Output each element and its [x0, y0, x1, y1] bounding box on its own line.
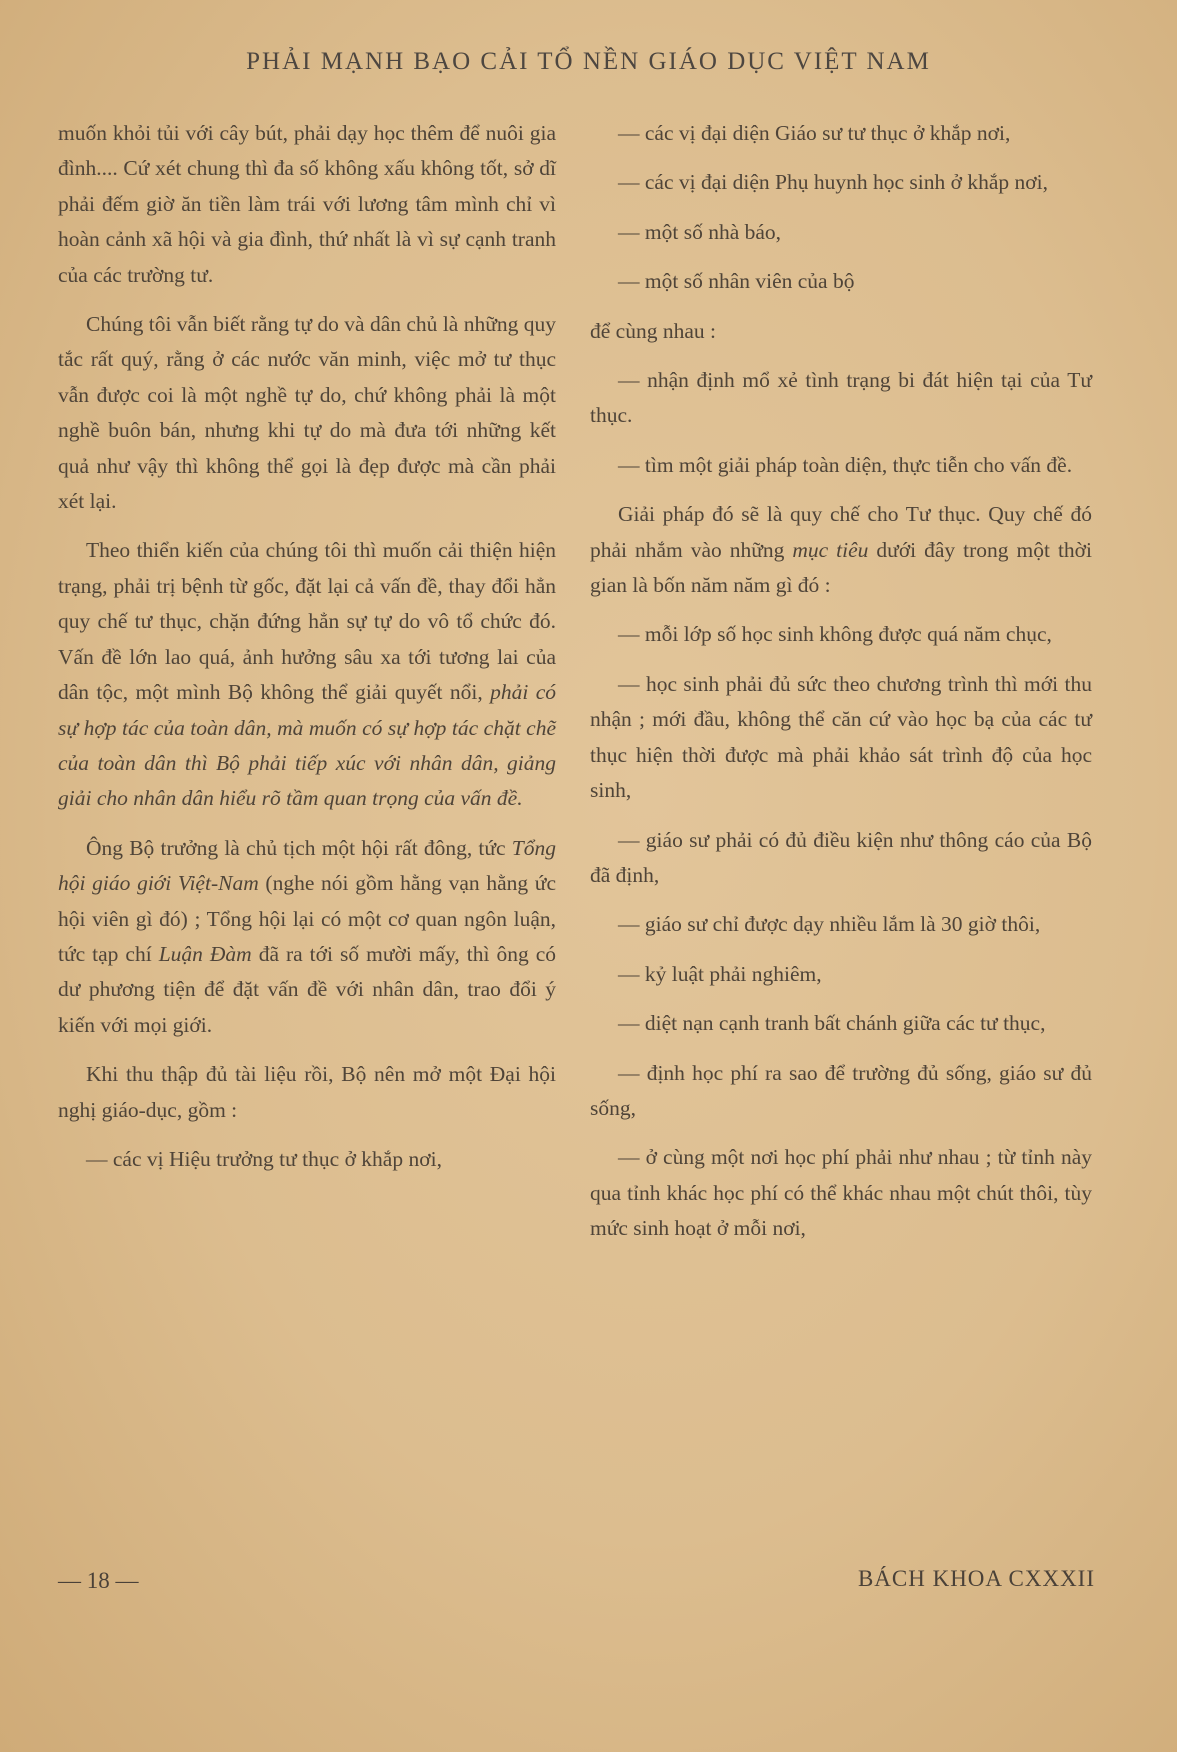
paragraph: Khi thu thập đủ tài liệu rồi, Bộ nên mở một Đại hội nghị giáo-dục, gồm : [58, 1062, 556, 1122]
italic-text: mục tiêu [792, 537, 869, 562]
page-number: — 18 — [58, 1568, 139, 1593]
list-item: — học sinh phải đủ sức theo chương trình thì mới thu nhận ; mới đầu, không thể căn cứ vào học bạ của các tư thục hiện thời được mà phải khảo sát trình độ của học sinh, [590, 671, 1092, 803]
text-run: Theo thiển kiến của chúng tôi thì muốn cải thiện hiện trạng, phải trị bệnh từ gốc, đặt lại cả vấn đề, thay đổi hẳn quy chế tư thục, chặn đứng hẳn sự tự do vô tổ chức đó. Vấn đề lớn lao quá, ảnh hưởng sâu xa tới tương lai của dân tộc, một mình Bộ không thể giải quyết nổi, [58, 538, 556, 705]
paragraph: Chúng tôi vẫn biết rằng tự do và dân chủ là những quy tắc rất quý, rằng ở các nước văn minh, việc mở tư thục vẫn được coi là một nghề tự do, chứ không phải là một nghề buôn bán, nhưng khi tự do mà đưa tới những kết quả như vậy thì không thể gọi là đẹp được mà cần phải xét lại. [58, 312, 556, 514]
list-item: — nhận định mổ xẻ tình trạng bi đát hiện tại của Tư thục. [590, 368, 1092, 428]
list-item: — một số nhân viên của bộ [618, 269, 855, 294]
list-item: — tìm một giải pháp toàn diện, thực tiễn cho vấn đề. [618, 452, 1073, 477]
text-run: dưới đây trong một thời gian là bốn năm năm gì đó : [590, 537, 1093, 598]
paragraph: để cùng nhau : [590, 318, 716, 343]
italic-text: phải có sự hợp tác của toàn dân, mà muốn có sự hợp tác chặt chẽ của toàn dân thì Bộ phải tiếp xúc với nhân dân, giảng giải cho nhân dân hiểu rõ tầm quan trọng của vấn đề. [58, 680, 556, 811]
page-header: PHẢI MẠNH BẠO CẢI TỔ NỀN GIÁO DỤC VIỆT NAM [246, 48, 931, 75]
text-run: Ông Bộ trưởng là chủ tịch một hội rất đông, tức [86, 835, 512, 860]
left-column [58, 116, 556, 1191]
paragraph: muốn khỏi tủi với cây bút, phải dạy học thêm để nuôi gia đình.... Cứ xét chung thì đa số không xấu không tốt, sở dĩ phải đếm giờ ăn tiền làm trái với lương tâm mình chỉ vì hoàn cảnh xã hội và gia đình, thứ nhất là vì sự cạnh tranh của các trường tư. [58, 121, 556, 287]
list-item: — kỷ luật phải nghiêm, [618, 961, 822, 986]
list-item: — mỗi lớp số học sinh không được quá năm chục, [618, 622, 1052, 647]
text-run: (nghe nói gồm hằng vạn hằng ức hội viên gì đó) ; Tổng hội lại có một cơ quan ngôn luận, tức tạp chí [58, 871, 556, 966]
list-item: — diệt nạn cạnh tranh bất chánh giữa các tư thục, [618, 1011, 1046, 1036]
list-item: — các vị đại diện Giáo sư tư thục ở khắp nơi, [618, 121, 1011, 145]
text-run: Giải pháp đó sẽ là quy chế cho Tư thục. Quy chế đó phải nhắm vào những [590, 502, 1092, 562]
text-run: đã ra tới số mười mấy, thì ông có dư phương tiện để đặt vấn đề với nhân dân, trao đổi ý kiến với mọi giới. [58, 941, 557, 1037]
list-item: — ở cùng một nơi học phí phải như nhau ; từ tỉnh này qua tỉnh khác học phí có thể khác nhau một chút thôi, tùy mức sinh hoạt ở mỗi nơi, [590, 1145, 1092, 1241]
paragraph [58, 831, 556, 1043]
list-item: — giáo sư phải có đủ điều kiện như thông cáo của Bộ đã định, [590, 827, 1092, 887]
italic-text: Tổng hội giáo giới Việt-Nam [58, 835, 556, 896]
list-item: — giáo sư chỉ được dạy nhiều lắm là 30 giờ thôi, [618, 912, 1041, 937]
list-item: — một số nhà báo, [618, 219, 782, 244]
right-column [590, 116, 1092, 1261]
list-item: — các vị đại diện Phụ huynh học sinh ở khắp nơi, [618, 170, 1048, 195]
list-item: — các vị Hiệu trưởng tư thục ở khắp nơi, [86, 1146, 442, 1171]
list-item: — định học phí ra sao để trường đủ sống, giáo sư đủ sống, [590, 1060, 1092, 1120]
italic-text: Luận Đàm [158, 941, 252, 966]
magazine-issue: BÁCH KHOA CXXXII [857, 1566, 1095, 1591]
paragraph [58, 533, 556, 816]
paragraph [590, 497, 1092, 603]
